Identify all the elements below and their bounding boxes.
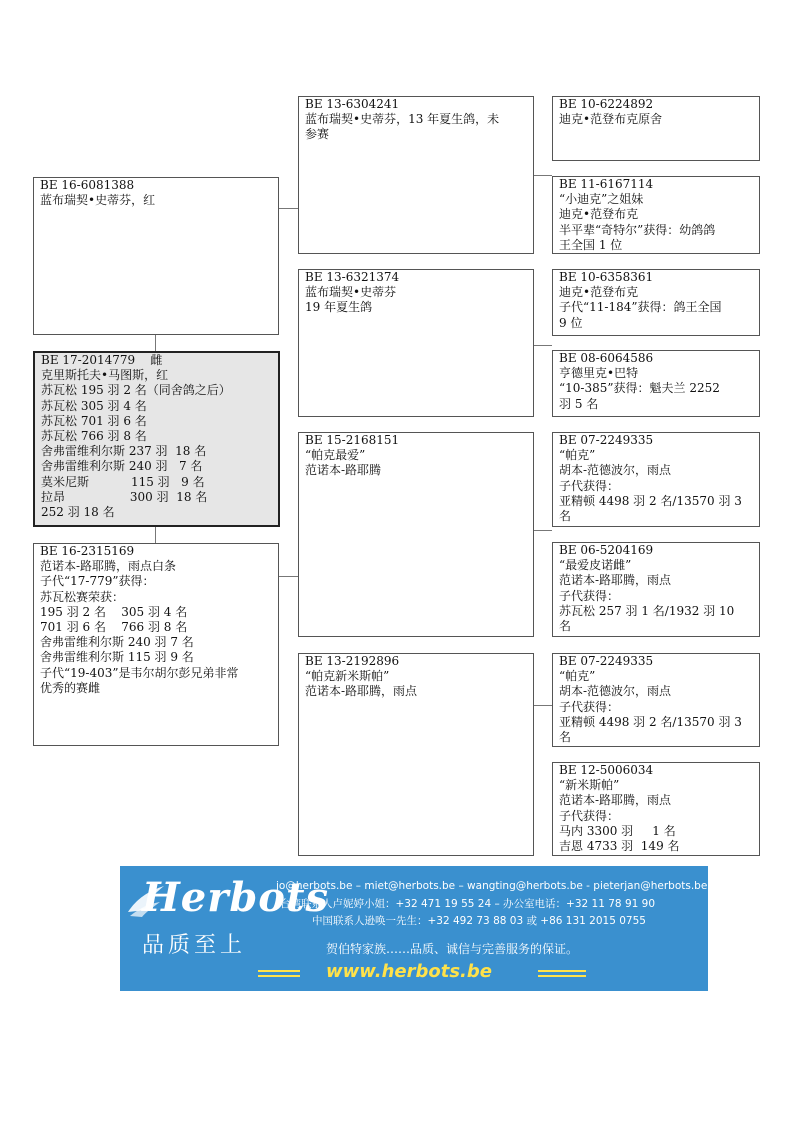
connector <box>278 576 298 577</box>
pedigree-line: 苏瓦松 701 羽 6 名 <box>41 413 147 428</box>
pedigree-line: 蓝布瑞契•史蒂芬 <box>305 285 397 300</box>
pedigree-line: “10-385”获得：魁夫兰 2252 <box>559 381 720 396</box>
pedigree-line: 优秀的赛雌 <box>40 680 101 695</box>
grandparent-card <box>298 96 534 254</box>
sire-card <box>33 177 279 335</box>
grandparent-card <box>298 269 534 417</box>
connector <box>533 175 552 176</box>
pedigree-line: 舍弗雷维利尔斯 237 羽 18 名 <box>41 444 207 459</box>
website-link[interactable]: www.herbots.be <box>326 961 492 982</box>
pedigree-line: 蓝布瑞契•史蒂芬，红 <box>40 193 156 208</box>
pedigree-line: 参赛 <box>305 127 330 142</box>
connector <box>155 527 156 543</box>
pedigree-line: 胡本-范德波尔，雨点 <box>559 684 672 699</box>
pedigree-line: 亨德里克•巴特 <box>559 366 639 381</box>
grandparent-card <box>298 653 534 856</box>
pedigree-line: 舍弗雷维利尔斯 240 羽 7 名 <box>40 635 194 650</box>
pedigree-line: BE 06-5204169 <box>559 543 654 557</box>
pedigree-line: BE 10-6358361 <box>559 270 654 284</box>
pedigree-line: 名 <box>559 730 572 745</box>
connector <box>278 208 298 209</box>
pedigree-line: 克里斯托夫•马图斯，红 <box>41 368 169 383</box>
pedigree-line: “帕克” <box>559 669 596 684</box>
pedigree-line: BE 07-2249335 <box>559 433 654 447</box>
taiwan-contact: 台湾联系人卢妮婷小姐：+32 471 19 55 24 – 办公室电话：+32 11 78 91 90 <box>280 898 656 910</box>
pedigree-line: BE 15-2168151 <box>305 433 400 447</box>
pedigree-line: 范诺本-路耶腾，雨点 <box>559 793 672 808</box>
great-grandparent-card <box>552 96 760 161</box>
pedigree-line: “帕克最爱” <box>305 448 366 463</box>
herbots-banner <box>120 866 708 991</box>
pedigree-line: 迪克•范登布克 <box>559 285 639 300</box>
dam-card <box>33 543 279 746</box>
pedigree-line: 范诺本-路耶腾，雨点 <box>305 684 418 699</box>
pedigree-line: 子代获得： <box>559 699 620 714</box>
pedigree-line: 苏瓦松 766 羽 8 名 <box>41 429 147 444</box>
pedigree-line: 苏瓦松 257 羽 1 名/1932 羽 10 <box>559 603 735 618</box>
pedigree-line: 胡本-范德波尔，雨点 <box>559 463 672 478</box>
pedigree-line: 亚精顿 4498 羽 2 名/13570 羽 3 <box>559 493 742 508</box>
slogan: 品质至上 <box>142 933 247 958</box>
pedigree-line: “新米斯帕” <box>559 778 620 793</box>
pedigree-line: BE 16-6081388 <box>40 178 135 192</box>
pedigree-line: 迪克•范登布克原舍 <box>559 112 663 127</box>
pedigree-line: “帕克” <box>559 448 596 463</box>
pedigree-line: BE 07-2249335 <box>559 654 654 668</box>
china-contact: 中国联系人逊唤一先生：+32 492 73 88 03 或 +86 131 2015 0755 <box>312 915 646 927</box>
pedigree-line: 半平辈“奇特尔”获得：幼鸽鸽 <box>559 222 716 237</box>
pedigree-line: 子代“19-403”是韦尔胡尔彭兄弟非常 <box>40 665 239 680</box>
subject-card <box>33 351 280 527</box>
pedigree-line: 苏瓦松 195 羽 2 名（同舍鸽之后） <box>41 383 231 398</box>
pedigree-line: 名 <box>559 619 572 634</box>
connector <box>533 705 552 706</box>
great-grandparent-card <box>552 762 760 856</box>
brand-logo: Herbots <box>142 874 329 921</box>
pedigree-line: 莫米尼斯 115 羽 9 名 <box>41 474 205 489</box>
pedigree-line: 9 位 <box>559 315 583 330</box>
pedigree-line: “帕克新米斯帕” <box>305 669 390 684</box>
pedigree-line: BE 10-6224892 <box>559 97 654 111</box>
pedigree-line: 子代获得： <box>559 588 620 603</box>
pedigree-line: BE 12-5006034 <box>559 763 654 777</box>
pedigree-line: 子代“11-184”获得：鸽王全国 <box>559 300 722 315</box>
pedigree-line: 名 <box>559 509 572 524</box>
pedigree-line: 范诺本-路耶腾，雨点 <box>559 573 672 588</box>
pedigree-line: BE 13-6321374 <box>305 270 400 284</box>
pedigree-line: 子代“17-779”获得： <box>40 574 155 589</box>
great-grandparent-card <box>552 542 760 637</box>
pedigree-line: 吉恩 4733 羽 149 名 <box>559 839 680 854</box>
divider <box>258 975 300 977</box>
pedigree-line: BE 11-6167114 <box>559 177 654 191</box>
connector <box>533 345 552 346</box>
great-grandparent-card <box>552 350 760 417</box>
grandparent-card <box>298 432 534 637</box>
email-list: jo@herbots.be – miet@herbots.be – wangting@herbots.be - pieterjan@herbots.be <box>276 880 708 892</box>
tagline: 贺伯特家族……品质、诚信与完善服务的保证。 <box>326 942 579 956</box>
pedigree-line: 迪克•范登布克 <box>559 207 639 222</box>
connector <box>533 530 552 531</box>
pedigree-line: 范诺本-路耶腾，雨点白条 <box>40 559 177 574</box>
great-grandparent-card <box>552 653 760 747</box>
pedigree-line: BE 13-6304241 <box>305 97 400 111</box>
pedigree-line: BE 17-2014779 雌 <box>41 353 163 367</box>
pedigree-line: 子代获得： <box>559 808 620 823</box>
pedigree-line: 蓝布瑞契•史蒂芬，13 年夏生鸽，未 <box>305 112 500 127</box>
pedigree-line: 王全国 1 位 <box>559 237 623 252</box>
pedigree-line: 范诺本-路耶腾 <box>305 463 382 478</box>
divider <box>538 970 586 972</box>
pedigree-line: 舍弗雷维利尔斯 115 羽 9 名 <box>40 650 194 665</box>
pedigree-line: 701 羽 6 名 766 羽 8 名 <box>40 620 188 635</box>
pedigree-line: BE 16-2315169 <box>40 544 135 558</box>
great-grandparent-card <box>552 432 760 527</box>
pedigree-line: 苏瓦松 305 羽 4 名 <box>41 398 147 413</box>
pedigree-line: 舍弗雷维利尔斯 240 羽 7 名 <box>41 459 203 474</box>
pedigree-line: BE 13-2192896 <box>305 654 400 668</box>
pedigree-line: 195 羽 2 名 305 羽 4 名 <box>40 604 188 619</box>
pedigree-line: “最爱皮诺雌” <box>559 558 632 573</box>
pedigree-line: 苏瓦松赛荣获： <box>40 589 125 604</box>
great-grandparent-card <box>552 269 760 336</box>
pedigree-line: 子代获得： <box>559 478 620 493</box>
pedigree-line: 羽 5 名 <box>559 396 599 411</box>
pedigree-line: 马内 3300 羽 1 名 <box>559 823 676 838</box>
pedigree-line: 亚精顿 4498 羽 2 名/13570 羽 3 <box>559 714 742 729</box>
pedigree-line: BE 08-6064586 <box>559 351 654 365</box>
pedigree-line: 拉昂 300 羽 18 名 <box>41 489 208 504</box>
pedigree-line: “小迪克”之姐妹 <box>559 192 644 207</box>
connector <box>155 334 156 351</box>
pedigree-line: 19 年夏生鸽 <box>305 300 373 315</box>
pedigree-line: 252 羽 18 名 <box>41 505 115 520</box>
divider <box>258 970 300 972</box>
divider <box>538 975 586 977</box>
great-grandparent-card <box>552 176 760 254</box>
